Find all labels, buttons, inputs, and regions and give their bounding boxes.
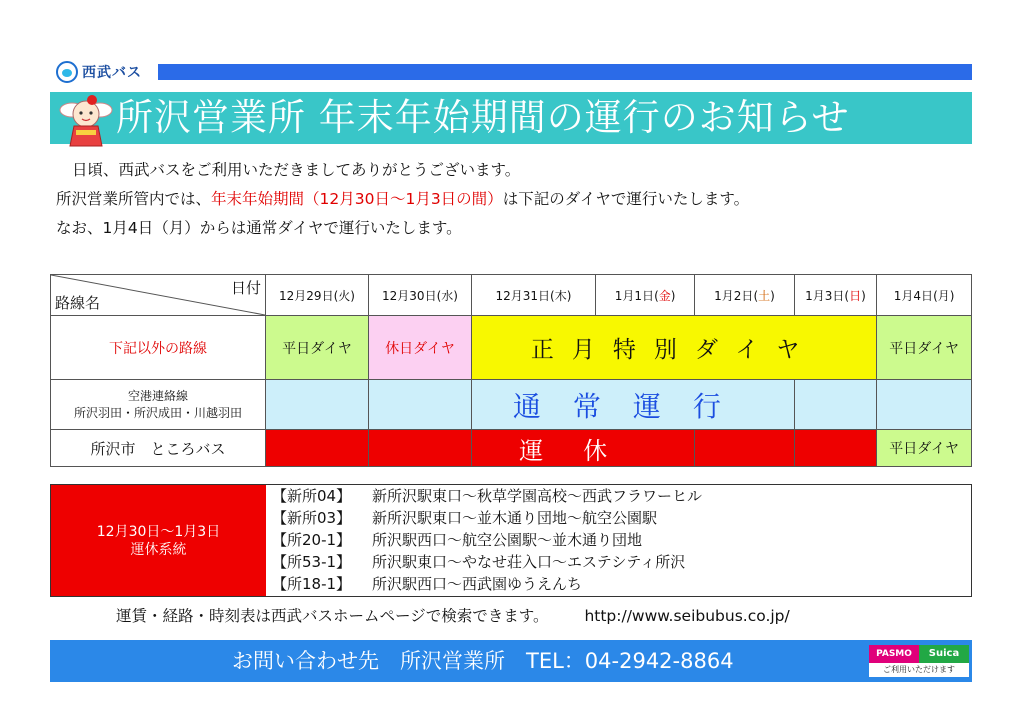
holiday-diagram-cell: 休日ダイヤ <box>369 316 472 380</box>
date-header: 1月3日(日) <box>794 275 877 316</box>
page-title: 所沢営業所 年末年始期間の運行のお知らせ <box>116 96 850 139</box>
intro-line-2-pre: 所沢営業所管内では、 <box>56 190 212 208</box>
route-name-line-1: 空港連絡線 <box>127 388 188 403</box>
suspended-routes-box <box>50 484 972 597</box>
mascot-icon <box>58 88 114 148</box>
suspended-label-line-1: 12月30日〜1月3日 <box>96 523 221 540</box>
table-row <box>51 380 972 430</box>
suspended-span: 運休 <box>472 430 695 467</box>
normal-operation-cell <box>877 380 972 430</box>
suspended-cell <box>695 430 794 467</box>
intro-line-1: 日頃、西武バスをご利用いただきましてありがとうございます。 <box>72 161 521 179</box>
suspended-label-line-2: 運休系統 <box>130 541 187 558</box>
route-name: 所沢市 ところバス <box>51 430 266 467</box>
suspended-cell <box>266 430 369 467</box>
date-header: 12月30日(水) <box>369 275 472 316</box>
intro-line-2-post: は下記のダイヤで運行いたします。 <box>502 190 750 208</box>
top-accent-bar <box>158 64 972 80</box>
list-item: 【所18-1】 所沢駅西口〜西武園ゆうえんち <box>272 575 583 593</box>
suspended-route-list <box>266 485 971 596</box>
intro-line-2 <box>56 185 749 214</box>
seibu-bus-logo <box>56 60 152 84</box>
date-header: 12月29日(火) <box>266 275 369 316</box>
ic-card-badge <box>868 644 970 678</box>
list-item: 【新所04】 新所沢駅東口〜秋草学園高校〜西武フラワーヒル <box>272 487 703 505</box>
weekday-diagram-cell: 平日ダイヤ <box>266 316 369 380</box>
contact-info: お問い合わせ先 所沢営業所 TEL：04-2942-8864 <box>232 649 734 673</box>
weekday-diagram-cell: 平日ダイヤ <box>877 430 972 467</box>
date-header: 1月4日(月) <box>877 275 972 316</box>
normal-operation-cell <box>794 380 877 430</box>
intro-period-highlight: 年末年始期間（12月30日〜1月3日の間） <box>211 190 503 208</box>
date-header: 1月2日(土) <box>695 275 794 316</box>
suica-logo: Suica <box>919 645 969 663</box>
suspended-label <box>51 485 266 596</box>
date-header: 12月31日(木) <box>472 275 596 316</box>
suspended-cell <box>794 430 877 467</box>
table-corner-cell <box>51 275 266 316</box>
list-item: 【新所03】 新所沢駅東口〜並木通り団地〜航空公園駅 <box>272 509 658 527</box>
suspended-cell <box>369 430 472 467</box>
intro-line-3: なお、1月4日（月）からは通常ダイヤで運行いたします。 <box>56 219 462 237</box>
schedule-table <box>50 274 972 467</box>
ic-card-caption: ご利用いただけます <box>883 665 955 674</box>
footer-note-text: 運賃・経路・時刻表は西武バスホームページで検索できます。 <box>116 607 549 625</box>
route-name: 下記以外の路線 <box>51 316 266 380</box>
website-link[interactable]: http://www.seibubus.co.jp/ <box>584 607 790 625</box>
footer-note <box>116 604 790 626</box>
table-row <box>51 430 972 467</box>
route-name <box>51 380 266 430</box>
intro-text <box>56 156 749 243</box>
list-item: 【所53-1】 所沢駅東口〜やなせ荘入口〜エステシティ所沢 <box>272 553 686 571</box>
new-year-special-cell: 正月特別ダイヤ <box>472 316 877 380</box>
seibu-logo-icon <box>56 61 78 83</box>
normal-operation-cell <box>369 380 472 430</box>
date-header: 1月1日(金) <box>595 275 694 316</box>
logo-text: 西武バス <box>82 65 142 81</box>
normal-operation-span: 通常運行 <box>472 380 795 430</box>
list-item: 【所20-1】 所沢駅西口〜航空公園駅〜並木通り団地 <box>272 531 643 549</box>
route-name-line-2: 所沢羽田・所沢成田・川越羽田 <box>73 405 242 420</box>
corner-date-label: 日付 <box>230 279 261 297</box>
normal-operation-cell <box>266 380 369 430</box>
weekday-diagram-cell: 平日ダイヤ <box>877 316 972 380</box>
corner-route-label: 路線名 <box>55 294 101 312</box>
pasmo-logo: PASMO <box>869 645 919 663</box>
table-header-row <box>51 275 972 316</box>
table-row <box>51 316 972 380</box>
